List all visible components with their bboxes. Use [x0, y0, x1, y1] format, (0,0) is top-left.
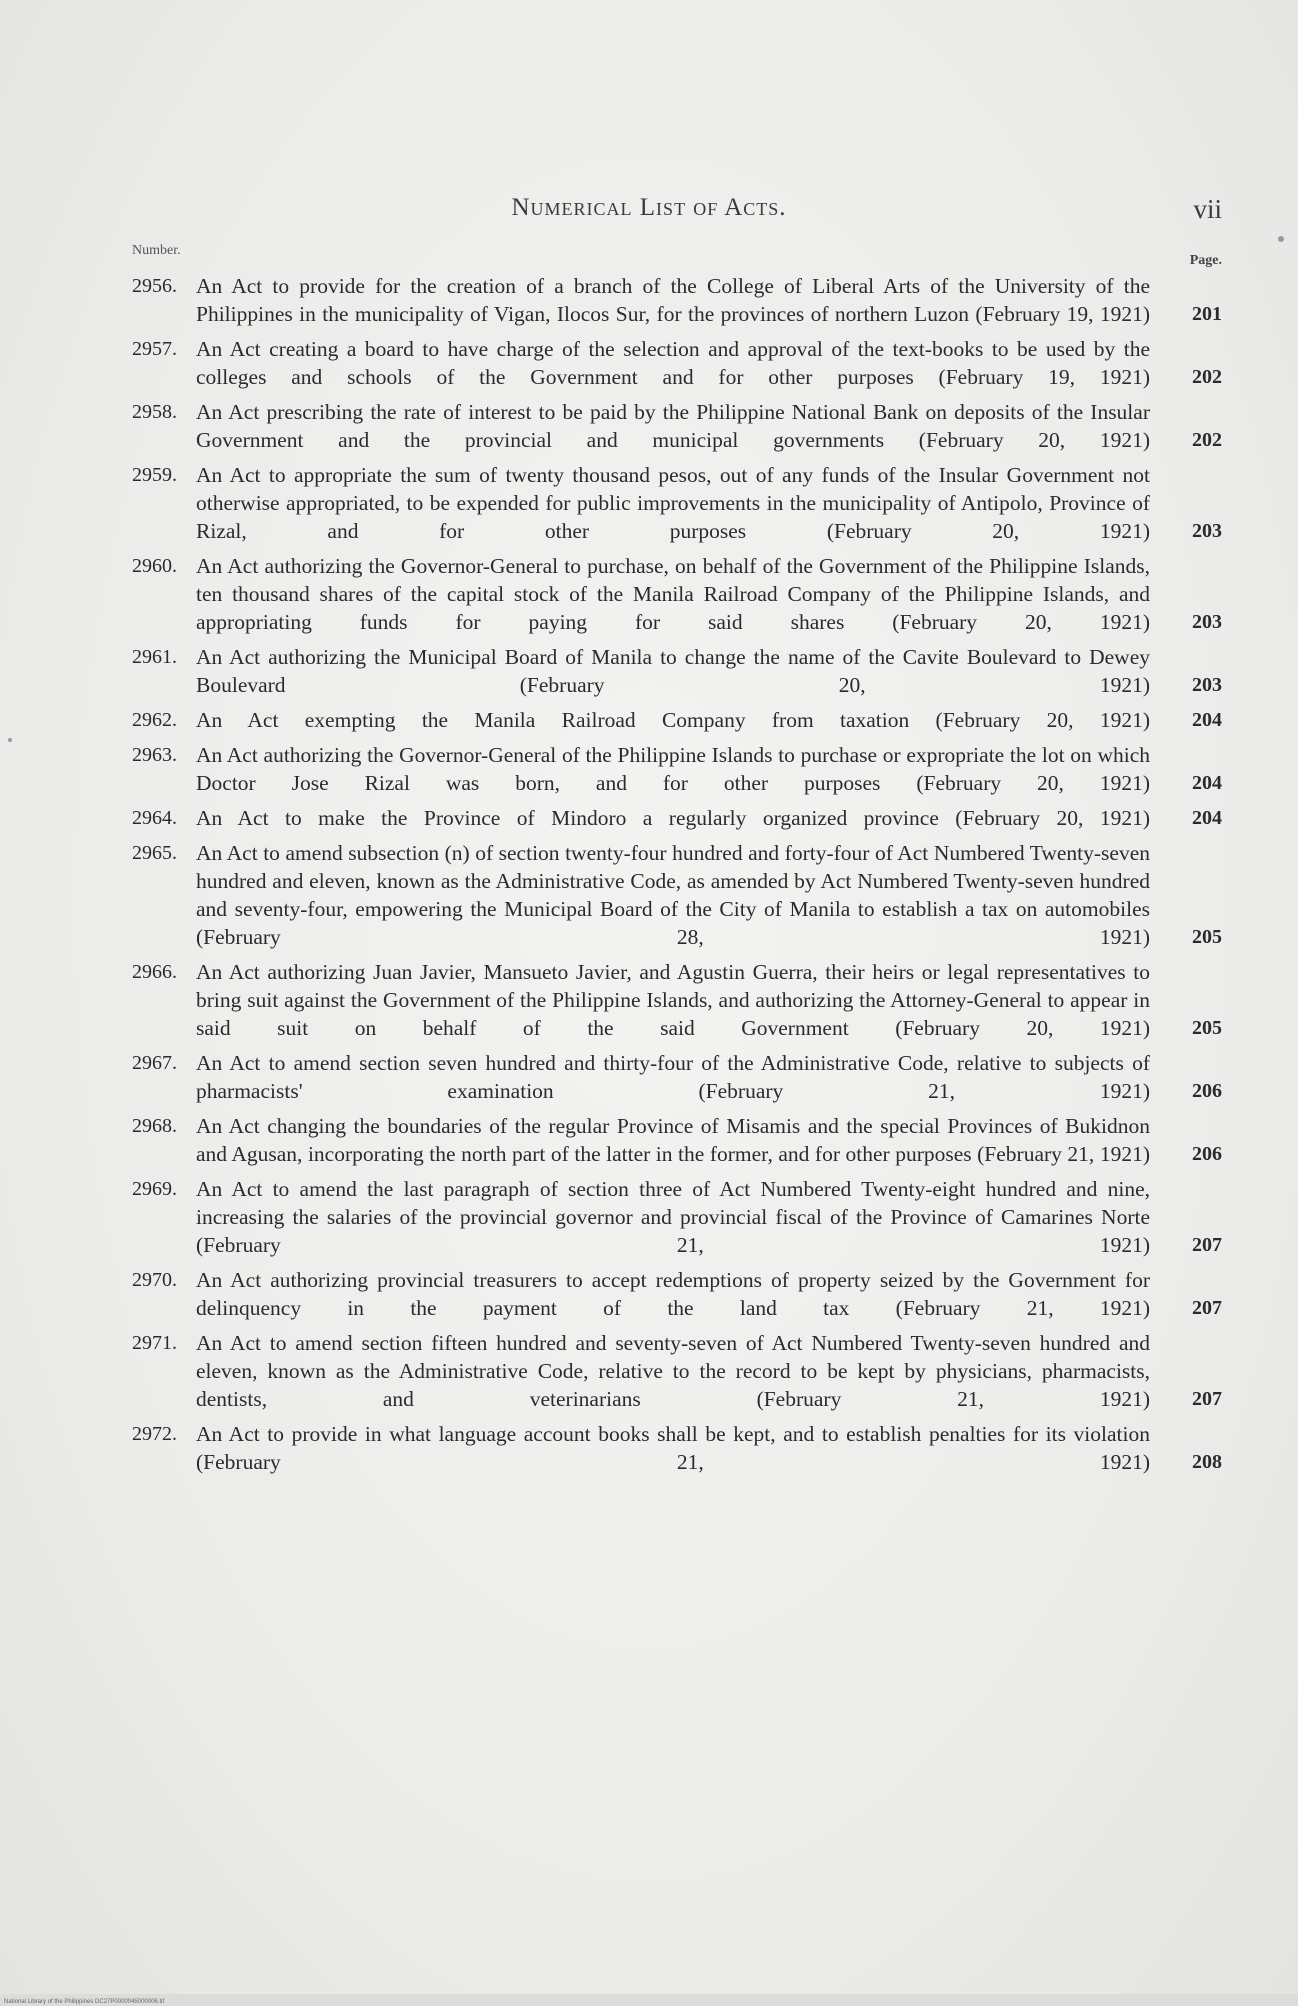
act-number: 2971. — [132, 1332, 177, 1354]
act-title: An Act to amend the last paragraph of section three of Act Numbered Twenty-eight hundred and nine, increasing the salaries of the provincial governor and provincial fiscal of the Province of Camarines Norte (February 21, 1921) ..... — [196, 1177, 1150, 1259]
act-entry — [132, 1112, 1222, 1168]
act-number: 2968. — [132, 1115, 177, 1137]
act-entry — [132, 839, 1222, 951]
act-title: An Act to provide for the creation of a branch of the College of Liberal Arts of the University of the Philippines in the municipality of Vigan, Ilocos Sur, for the provinces of northern Luzon (February 19, 1921) ..... — [196, 274, 1150, 328]
act-text-wrap — [196, 1266, 1150, 1322]
act-number: 2972. — [132, 1423, 177, 1445]
act-text-wrap — [196, 552, 1150, 636]
act-text-wrap — [196, 398, 1150, 454]
acts-list — [132, 272, 1222, 1483]
act-title: An Act authorizing the Municipal Board of Manila to change the name of the Cavite Boulevard to Dewey Boulevard (February 20, 1921) ..... — [196, 645, 1150, 699]
act-number: 2960. — [132, 555, 177, 577]
act-number: 2961. — [132, 646, 177, 668]
act-number: 2959. — [132, 464, 177, 486]
act-title: An Act prescribing the rate of interest to be paid by the Philippine National Bank on deposits of the Insular Government and the provincial and municipal governments (February 20, 1921) ..... — [196, 400, 1150, 454]
act-entry — [132, 741, 1222, 797]
act-text-wrap — [196, 461, 1150, 545]
act-title: An Act authorizing the Governor-General of the Philippine Islands to purchase or expropriate the lot on which Doctor Jose Rizal was born, and for other purposes (February 20, 1921) ..... — [196, 743, 1150, 797]
scan-speck — [8, 738, 12, 742]
act-entry — [132, 1420, 1222, 1476]
act-page-number: 205 — [1192, 1017, 1222, 1039]
act-page-number: 202 — [1192, 429, 1222, 451]
act-entry — [132, 804, 1222, 832]
act-number: 2958. — [132, 401, 177, 423]
act-title: An Act to provide in what language account books shall be kept, and to establish penalties for its violation (February 21, 1921) ..... — [196, 1422, 1150, 1476]
act-title: An Act to make the Province of Mindoro a regularly organized province (February 20, 1921) ..... — [196, 806, 1150, 832]
act-entry — [132, 335, 1222, 391]
act-text-wrap — [196, 1420, 1150, 1476]
act-entry — [132, 958, 1222, 1042]
act-number: 2969. — [132, 1178, 177, 1200]
act-text-wrap — [196, 643, 1150, 699]
act-entry — [132, 1175, 1222, 1259]
act-entry — [132, 552, 1222, 636]
act-page-number: 204 — [1192, 772, 1222, 794]
act-page-number: 203 — [1192, 674, 1222, 696]
act-entry — [132, 398, 1222, 454]
act-text-wrap — [196, 1049, 1150, 1105]
act-title: An Act changing the boundaries of the regular Province of Misamis and the special Provinces of Bukidnon and Agusan, incorporating the north part of the latter in the former, and for other purposes (February 21, 1921) ..... — [196, 1114, 1150, 1168]
act-page-number: 203 — [1192, 611, 1222, 633]
act-entry — [132, 1266, 1222, 1322]
act-title: An Act to appropriate the sum of twenty thousand pesos, out of any funds of the Insular Government not otherwise appropriated, to be expended for public improvements in the municipality of Antipolo, Province of Rizal, and for other purposes (February 20, 1921) ..... — [196, 463, 1150, 545]
act-text-wrap — [196, 839, 1150, 951]
act-entry — [132, 272, 1222, 328]
act-title: An Act authorizing provincial treasurers to accept redemptions of property seized by the Government for delinquency in the payment of the land tax (February 21, 1921) ..... — [196, 1268, 1150, 1322]
act-entry — [132, 461, 1222, 545]
act-page-number: 205 — [1192, 926, 1222, 948]
act-title: An Act to amend section fifteen hundred and seventy-seven of Act Numbered Twenty-seven hundred and eleven, known as the Administrative Code, relative to the record to be kept by physicians, pharmacists, dentists, and veterinarians (February 21, 1921) ..... — [196, 1331, 1150, 1413]
act-page-number: 201 — [1192, 303, 1222, 325]
act-title: An Act to amend section seven hundred and thirty-four of the Administrative Code, relative to subjects of pharmacists' examination (February 21, 1921) ..... — [196, 1051, 1150, 1105]
page-folio: vii — [1193, 194, 1222, 224]
act-number: 2970. — [132, 1269, 177, 1291]
act-title: An Act creating a board to have charge of the selection and approval of the text-books to be used by the colleges and schools of the Government and for other purposes (February 19, 1921) ..... — [196, 337, 1150, 391]
act-page-number: 207 — [1192, 1297, 1222, 1319]
act-number: 2963. — [132, 744, 177, 766]
number-column-header: Number. — [132, 243, 181, 258]
act-entry — [132, 643, 1222, 699]
act-page-number: 204 — [1192, 709, 1222, 731]
running-head — [0, 190, 1298, 230]
scan-speck — [1278, 236, 1284, 242]
act-title: An Act to amend subsection (n) of section twenty-four hundred and forty-four of Act Numbered Twenty-seven hundred and eleven, known as the Administrative Code, as amended by Act Numbered Twenty-seven hundred and seventy-four, empowering the Municipal Board of the City of Manila to establish a tax on automobiles (February 28, 1921) ..... — [196, 841, 1150, 951]
act-page-number: 206 — [1192, 1080, 1222, 1102]
act-text-wrap — [196, 804, 1150, 832]
act-page-number: 208 — [1192, 1451, 1222, 1473]
act-entry — [132, 706, 1222, 734]
act-entry — [132, 1049, 1222, 1105]
act-page-number: 204 — [1192, 807, 1222, 829]
act-title: An Act exempting the Manila Railroad Company from taxation (February 20, 1921) ..... — [196, 708, 1150, 734]
act-page-number: 207 — [1192, 1234, 1222, 1256]
act-text-wrap — [196, 1112, 1150, 1168]
act-number: 2964. — [132, 807, 177, 829]
act-text-wrap — [196, 1175, 1150, 1259]
column-headers — [132, 243, 1222, 273]
act-number: 2956. — [132, 275, 177, 297]
act-text-wrap — [196, 706, 1150, 734]
act-page-number: 202 — [1192, 366, 1222, 388]
act-page-number: 207 — [1192, 1388, 1222, 1410]
act-text-wrap — [196, 1329, 1150, 1413]
act-text-wrap — [196, 958, 1150, 1042]
scan-footer — [0, 1994, 1298, 2006]
act-title: An Act authorizing Juan Javier, Mansueto Javier, and Agustin Guerra, their heirs or legal representatives to bring suit against the Government of the Philippine Islands, and authorizing the Attorney-General to appear in said suit on behalf of the said Government (February 20, 1921) ..... — [196, 960, 1150, 1042]
act-text-wrap — [196, 335, 1150, 391]
act-number: 2957. — [132, 338, 177, 360]
act-page-number: 206 — [1192, 1143, 1222, 1165]
act-page-number: 203 — [1192, 520, 1222, 542]
act-text-wrap — [196, 741, 1150, 797]
page-title: Numerical List of Acts. — [511, 194, 787, 221]
act-text-wrap — [196, 272, 1150, 328]
page-column-header: Page. — [1189, 253, 1222, 268]
act-number: 2967. — [132, 1052, 177, 1074]
act-number: 2966. — [132, 961, 177, 983]
act-number: 2962. — [132, 709, 177, 731]
scan-footer-text: National Library of the Philippines DC27P0000045000006.tif — [4, 1999, 165, 2005]
act-title: An Act authorizing the Governor-General to purchase, on behalf of the Government of the Philippine Islands, ten thousand shares of the capital stock of the Manila Railroad Company of the Philippine Islands, and appropriating funds for paying for said shares (February 20, 1921) ..... — [196, 554, 1150, 636]
act-number: 2965. — [132, 842, 177, 864]
act-entry — [132, 1329, 1222, 1413]
